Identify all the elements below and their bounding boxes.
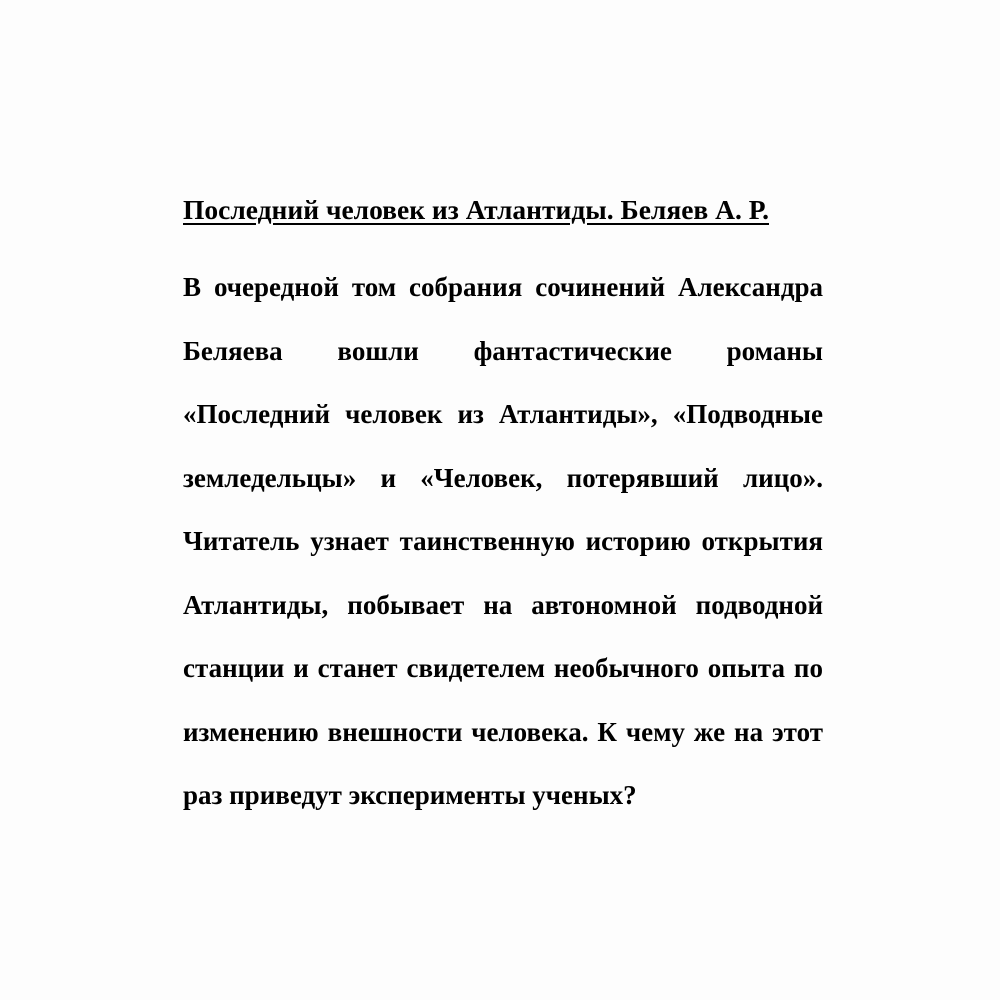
paragraph-line: раз приведут эксперименты ученых? (183, 780, 637, 810)
paragraph-line: Читатель узнает таинственную историю открытия (183, 526, 823, 556)
document-title: Последний человек из Атлантиды. Беляев А. Р. (183, 194, 769, 225)
paragraph-line: Атлантиды, побывает на автономной подводной (183, 589, 823, 620)
paragraph-line: Беляева вошли фантастические романы (183, 335, 823, 366)
paragraph-line: В очередной том собрания сочинений Александра (183, 272, 823, 302)
paragraph-line: «Последний человек из Атлантиды», «Подводные (183, 399, 823, 429)
description-paragraph (183, 265, 823, 837)
paragraph-line: земледельцы» и «Человек, потерявший лицо». (183, 462, 823, 493)
paragraph-line: изменению внешности человека. К чему же на этот (183, 716, 823, 747)
paragraph-line: станции и станет свидетелем необычного опыта по (183, 653, 823, 683)
